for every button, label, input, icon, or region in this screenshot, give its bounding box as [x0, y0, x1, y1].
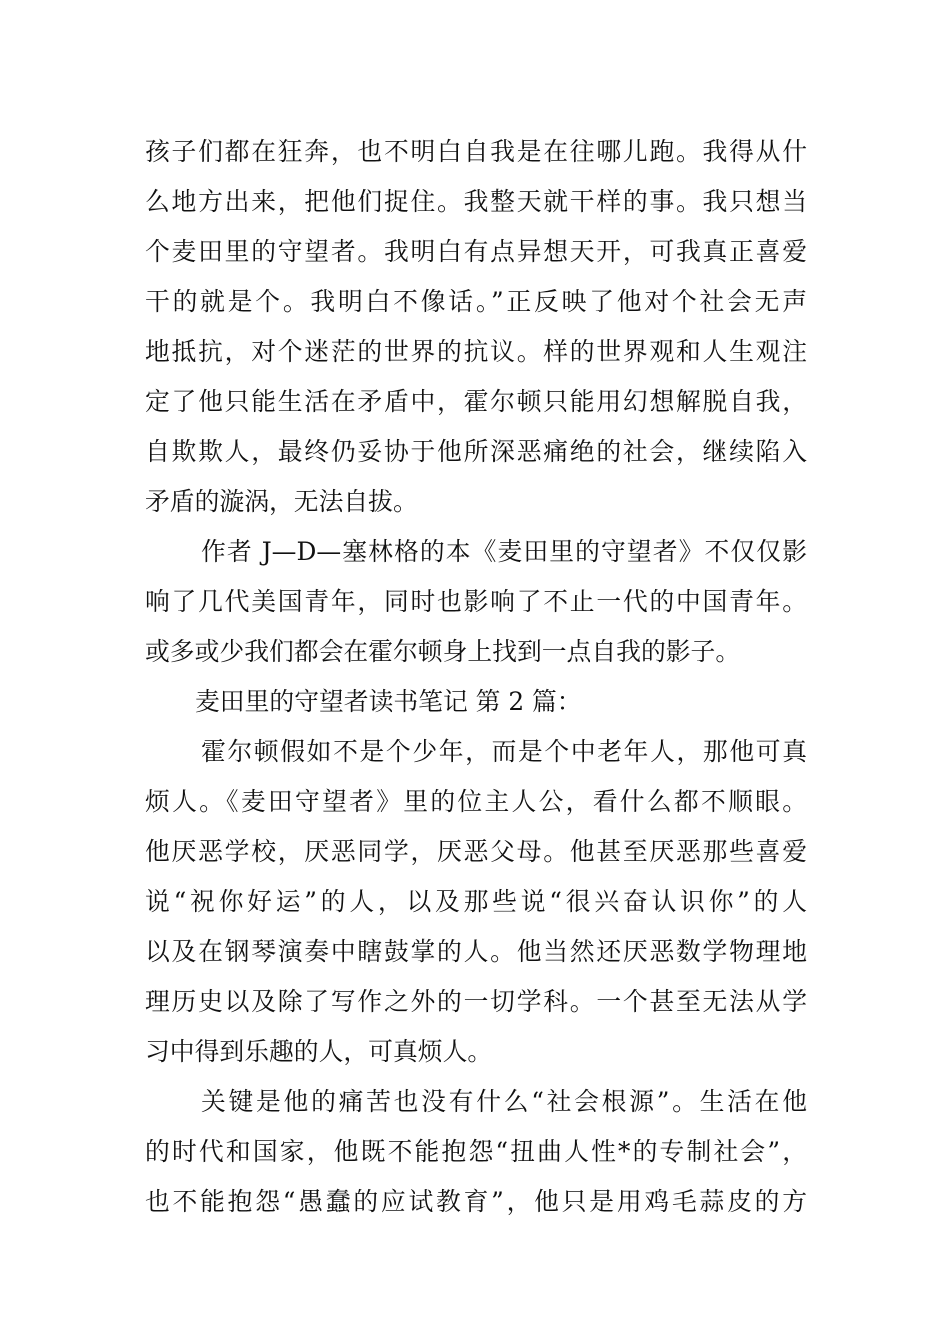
text-line: 个麦田里的守望者。我明白有点异想天开，可我真正喜爱: [145, 237, 807, 266]
text-line: 么地方出来，把他们捉住。我整天就干样的事。我只想当: [145, 187, 807, 216]
text-line: 也不能抱怨“愚蠢的应试教育”，他只是用鸡毛蒜皮的方: [145, 1187, 807, 1216]
text-line: 响了几代美国青年，同时也影响了不止一代的中国青年。: [145, 587, 807, 616]
text-line: 习中得到乐趣的人，可真烦人。: [145, 1037, 493, 1066]
text-line: 孩子们都在狂奔，也不明白自我是在往哪儿跑。我得从什: [145, 137, 807, 166]
text-line: 说“祝你好运”的人，以及那些说“很兴奋认识你”的人: [145, 887, 807, 916]
text-line: 他厌恶学校，厌恶同学，厌恶父母。他甚至厌恶那些喜爱: [145, 837, 807, 866]
text-line: 自欺欺人，最终仍妥协于他所深恶痛绝的社会，继续陷入: [145, 437, 807, 466]
text-line: 作者 J—D—塞林格的本《麦田里的守望者》不仅仅影: [201, 537, 807, 566]
text-line: 或多或少我们都会在霍尔顿身上找到一点自我的影子。: [145, 637, 741, 666]
document-body: [145, 127, 807, 1227]
text-line: 霍尔顿假如不是个少年，而是个中老年人，那他可真: [201, 737, 807, 766]
text-line: 理历史以及除了写作之外的一切学科。一个甚至无法从学: [145, 987, 807, 1016]
text-line: 的时代和国家，他既不能抱怨“扭曲人性*的专制社会”，: [145, 1137, 807, 1166]
text-line: 地抵抗，对个迷茫的世界的抗议。样的世界观和人生观注: [145, 337, 807, 366]
text-line: 关键是他的痛苦也没有什么“社会根源”。生活在他: [201, 1087, 807, 1116]
text-line: 定了他只能生活在矛盾中，霍尔顿只能用幻想解脱自我，: [145, 387, 807, 416]
text-line: 矛盾的漩涡，无法自拔。: [145, 487, 418, 516]
text-line: 干的就是个。我明白不像话。”正反映了他对个社会无声: [145, 287, 807, 316]
section-heading: 麦田里的守望者读书笔记 第 2 篇：: [195, 687, 582, 716]
text-line: 以及在钢琴演奏中瞎鼓掌的人。他当然还厌恶数学物理地: [145, 937, 807, 966]
text-line: 烦人。《麦田守望者》里的位主人公，看什么都不顺眼。: [145, 787, 807, 816]
